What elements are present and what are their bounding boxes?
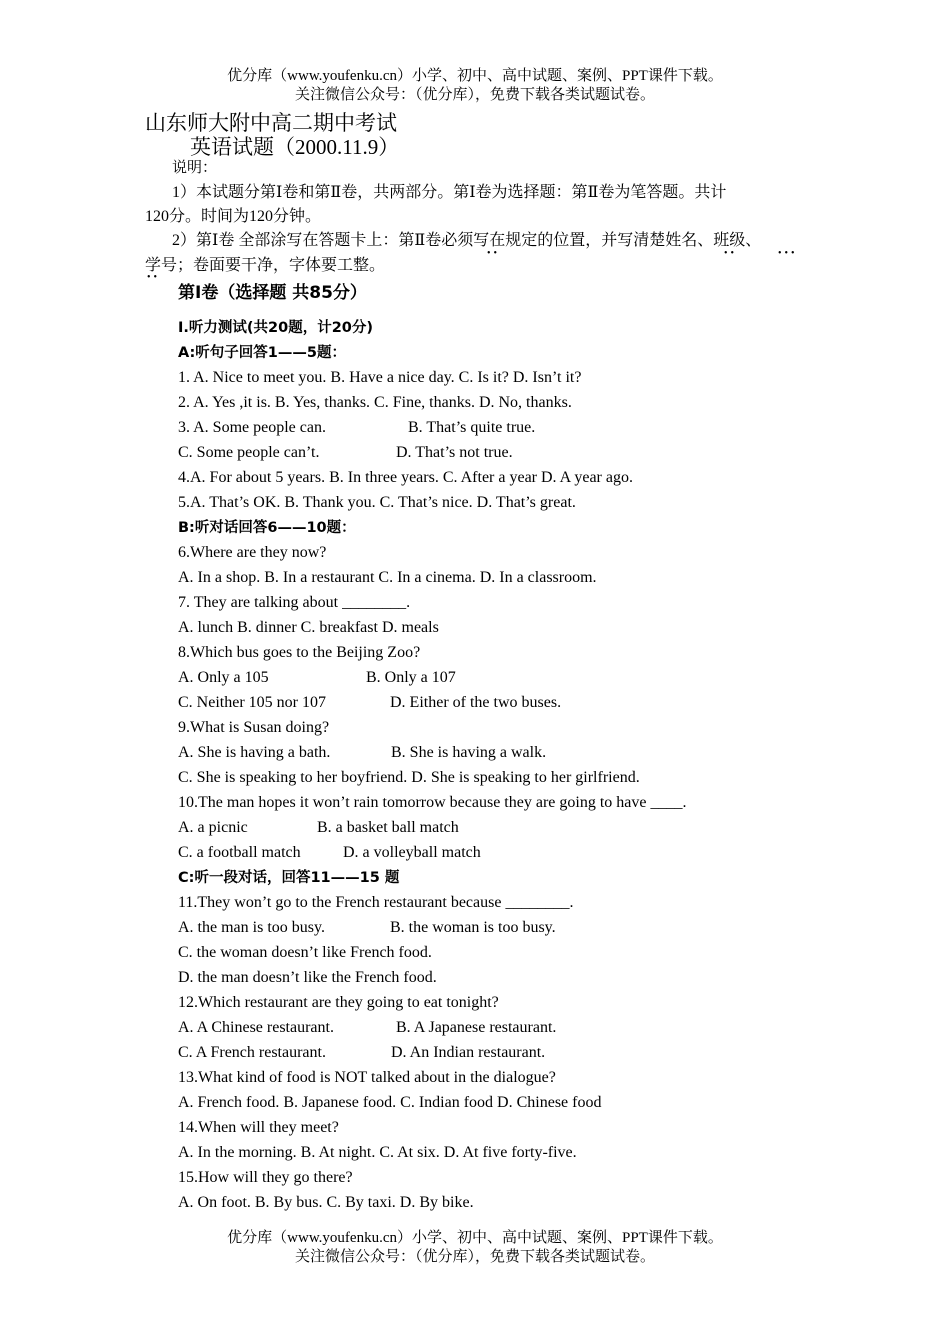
question-9-option-b: B. She is having a walk. xyxy=(391,744,547,761)
emphasis-dots: •• xyxy=(147,272,161,283)
question-5: 5.A. That’s OK. B. Thank you. C. That’s nice. D. That’s great. xyxy=(178,494,576,511)
footer-line-1: 优分库（www.youfenku.cn）小学、初中、高中试题、案例、PPT课件下载。 xyxy=(227,1230,723,1246)
question-4: 4.A. For about 5 years. B. In three years. C. After a year D. A year ago. xyxy=(178,469,633,486)
question-8-option-c: C. Neither 105 nor 107 xyxy=(178,694,326,711)
emphasis-dots: •• xyxy=(487,248,501,259)
question-9-options-cd: C. She is speaking to her boyfriend. D. She is speaking to her girlfriend. xyxy=(178,769,640,786)
emphasis-dots: ••• xyxy=(778,248,798,259)
subsection-b-title: B:听对话回答6——10题： xyxy=(178,520,356,536)
question-3-option-d: D. That’s not true. xyxy=(396,444,513,461)
question-10-option-d: D. a volleyball match xyxy=(343,844,481,861)
exam-school-title: 山东师大附中高二期中考试 xyxy=(145,111,397,135)
question-14-options: A. In the morning. B. At night. C. At six. D. At five forty-five. xyxy=(178,1144,577,1161)
question-11-option-c: C. the woman doesn’t like French food. xyxy=(178,944,432,961)
question-8-option-b: B. Only a 107 xyxy=(366,669,456,686)
header-line-1: 优分库（www.youfenku.cn）小学、初中、高中试题、案例、PPT课件下载。 xyxy=(227,68,723,84)
instruction-1b: 120分。时间为120分钟。 xyxy=(145,208,322,225)
section-title: Ⅰ.听力测试(共20题，计20分) xyxy=(178,320,374,336)
question-9-option-a: A. She is having a bath. xyxy=(178,744,331,761)
question-11-option-a: A. the man is too busy. xyxy=(178,919,325,936)
question-7-options: A. lunch B. dinner C. breakfast D. meals xyxy=(178,619,439,636)
question-11-option-d: D. the man doesn’t like the French food. xyxy=(178,969,437,986)
question-15-options: A. On foot. B. By bus. C. By taxi. D. By bike. xyxy=(178,1194,474,1211)
subsection-c-title: C:听一段对话，回答11——15 题 xyxy=(178,870,400,886)
header-line-2: 关注微信公众号：（优分库），免费下载各类试题试卷。 xyxy=(294,87,655,103)
question-8-option-d: D. Either of the two buses. xyxy=(390,694,562,711)
question-12-option-a: A. A Chinese restaurant. xyxy=(178,1019,334,1036)
question-14: 14.When will they meet? xyxy=(178,1119,339,1136)
question-10-option-c: C. a football match xyxy=(178,844,301,861)
instruction-2a: 2）第Ⅰ卷 全部涂写在答题卡上：第Ⅱ卷必须写在规定的位置，并写清楚姓名、班级、 xyxy=(172,232,762,249)
question-1: 1. A. Nice to meet you. B. Have a nice day. C. Is it? D. Isn’t it? xyxy=(178,369,582,386)
question-3-option-a: 3. A. Some people can. xyxy=(178,419,326,436)
question-11-option-b: B. the woman is too busy. xyxy=(390,919,556,936)
question-12-option-b: B. A Japanese restaurant. xyxy=(396,1019,557,1036)
subsection-a-title: A:听句子回答1——5题： xyxy=(178,345,346,361)
question-7: 7. They are talking about ________. xyxy=(178,594,411,611)
question-12-option-d: D. An Indian restaurant. xyxy=(391,1044,546,1061)
question-15: 15.How will they go there? xyxy=(178,1169,353,1186)
question-8: 8.Which bus goes to the Beijing Zoo? xyxy=(178,644,421,661)
question-13: 13.What kind of food is NOT talked about in the dialogue? xyxy=(178,1069,556,1086)
question-3-option-b: B. That’s quite true. xyxy=(408,419,536,436)
question-12: 12.Which restaurant are they going to eat tonight? xyxy=(178,994,499,1011)
question-9: 9.What is Susan doing? xyxy=(178,719,330,736)
instruction-2b: 学号；卷面要干净，字体要工整。 xyxy=(145,257,386,274)
question-10-option-b: B. a basket ball match xyxy=(317,819,459,836)
question-11: 11.They won’t go to the French restaurant because ________. xyxy=(178,894,574,911)
part-title: 第Ⅰ卷（选择题 共85分） xyxy=(178,283,367,303)
question-6-options: A. In a shop. B. In a restaurant C. In a cinema. D. In a classroom. xyxy=(178,569,597,586)
instruction-1a: 1）本试题分第Ⅰ卷和第Ⅱ卷，共两部分。第Ⅰ卷为选择题：第Ⅱ卷为笔答题。共计 xyxy=(172,184,727,201)
question-13-options: A. French food. B. Japanese food. C. Indian food D. Chinese food xyxy=(178,1094,602,1111)
question-2: 2. A. Yes ,it is. B. Yes, thanks. C. Fine, thanks. D. No, thanks. xyxy=(178,394,572,411)
question-6: 6.Where are they now? xyxy=(178,544,327,561)
question-10: 10.The man hopes it won’t rain tomorrow because they are going to have ____. xyxy=(178,794,687,811)
instructions-label: 说明： xyxy=(172,160,218,176)
question-8-option-a: A. Only a 105 xyxy=(178,669,269,686)
exam-subject-title: 英语试题（2000.11.9） xyxy=(190,135,400,159)
question-12-option-c: C. A French restaurant. xyxy=(178,1044,326,1061)
question-10-option-a: A. a picnic xyxy=(178,819,248,836)
question-3-option-c: C. Some people can’t. xyxy=(178,444,320,461)
emphasis-dots: •• xyxy=(724,248,738,259)
footer-line-2: 关注微信公众号：（优分库），免费下载各类试题试卷。 xyxy=(294,1249,655,1265)
